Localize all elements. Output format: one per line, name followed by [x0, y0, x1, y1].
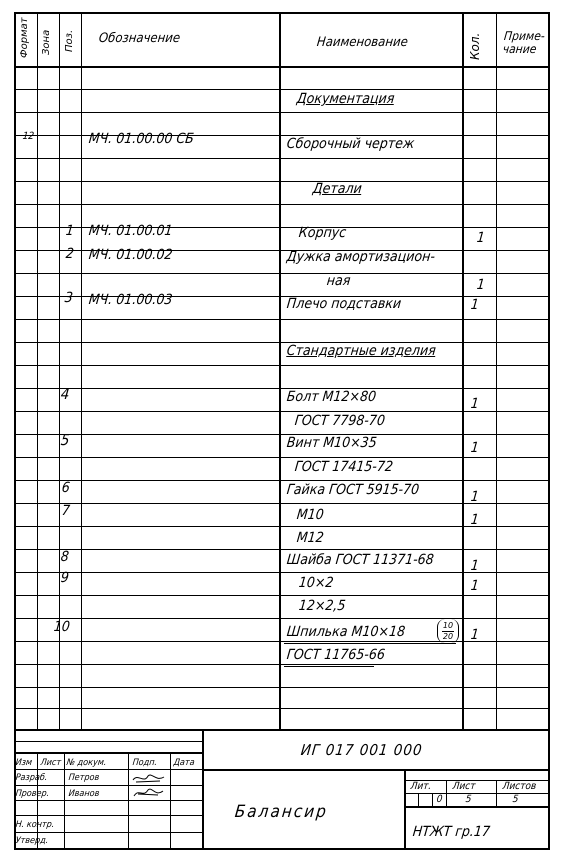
name-9: 10×2 [298, 575, 335, 591]
row-line [14, 549, 550, 550]
sig-row-line [14, 741, 202, 742]
tb-code-bottom-line [202, 769, 550, 771]
assembly-format: 12 [22, 131, 35, 142]
row-line [14, 342, 550, 343]
col-line-format [37, 12, 38, 729]
tb-col-change: Изм [15, 758, 33, 768]
header-name: Наименование [316, 35, 409, 50]
tb-lit-col-line [446, 780, 447, 806]
header-pos: Поз. [64, 29, 75, 52]
name-7: М10 [296, 507, 325, 523]
name-6: Гайка ГОСТ 5915-70 [286, 482, 420, 498]
name-5-line1: Винт М10×35 [286, 435, 378, 451]
pos-10: 10 [53, 619, 71, 635]
tb-lit-row-line [404, 793, 550, 794]
sig-row-line [14, 785, 202, 786]
tb-dev-name: Петров [68, 773, 100, 783]
row-line [14, 664, 550, 665]
tb-col-sign: Подп. [132, 758, 158, 768]
tb-sheet-label: Лист [452, 781, 476, 792]
name-3: Плечо подставки [286, 296, 402, 312]
tb-role-dev: Разраб. [15, 773, 48, 783]
pos-6: 6 [61, 480, 71, 496]
qty-9: 1 [470, 578, 480, 594]
tb-col-docnum: № докум. [66, 758, 107, 768]
pos-5: 5 [59, 431, 72, 449]
pos-8: 8 [60, 549, 70, 565]
qty-2: 1 [476, 277, 486, 293]
designation-1: МЧ. 01.00.01 [88, 223, 174, 239]
sig-row-line [14, 832, 202, 833]
pos-7: 7 [61, 503, 71, 519]
qty-4: 1 [470, 396, 480, 412]
signature-scribble [130, 770, 170, 802]
row-line [14, 365, 550, 366]
fraction-numerator: 10 [442, 621, 454, 630]
name-2-line2: ная [326, 273, 352, 289]
tb-sheet-value: 5 [465, 794, 472, 805]
header-qty: Кол. [468, 32, 482, 60]
row-line [14, 708, 550, 709]
row-line [14, 687, 550, 688]
col-line-designation [279, 12, 281, 729]
row-line [14, 480, 550, 481]
row-line [14, 388, 550, 389]
name-9b: 12×2,5 [298, 598, 347, 614]
name-4-line2: ГОСТ 7798-70 [294, 413, 386, 429]
qty-6: 1 [470, 489, 480, 505]
tb-title: Балансир [233, 802, 329, 822]
name-10-line1: Шпилька М10×18 [286, 624, 406, 640]
name-4-line1: Болт М12×80 [286, 389, 377, 405]
section-details: Детали [312, 181, 363, 197]
designation-3: МЧ. 01.00.03 [88, 292, 174, 308]
qty-7: 1 [470, 512, 480, 528]
underline [284, 643, 456, 644]
section-documentation: Документация [296, 91, 396, 107]
section-standard: Стандартные изделия [286, 343, 437, 359]
pos-2: 2 [65, 246, 75, 262]
tb-doc-code: ИГ 017 001 000 [299, 741, 424, 759]
tb-role-check: Провер. [15, 789, 50, 799]
row-line [14, 434, 550, 435]
pos-9: 9 [60, 570, 70, 586]
row-line [14, 618, 550, 619]
assembly-designation: МЧ. 01.00.00 СБ [88, 131, 195, 147]
tb-lit-sub-line [432, 793, 433, 806]
tb-sheets-label: Листов [502, 781, 537, 792]
name-5-line2: ГОСТ 17415-72 [294, 459, 394, 475]
qty-5: 1 [470, 440, 480, 456]
row-line [14, 319, 550, 320]
sig-row-line [14, 800, 202, 801]
header-zone: Зона [41, 29, 52, 55]
titleblock-top-line [14, 729, 550, 731]
tb-lit-value: 0 [436, 794, 443, 805]
header-bottom-line [14, 66, 550, 68]
col-line-name [462, 12, 464, 729]
frame-top-line [14, 12, 550, 14]
name-10-fraction [437, 619, 459, 643]
frame-right-line [548, 12, 550, 850]
tb-org: НТЖТ гр.17 [412, 824, 491, 840]
tb-lit-bottom-line [404, 806, 550, 808]
qty-8: 1 [470, 558, 480, 574]
qty-1: 1 [476, 230, 486, 246]
tb-sheets-value: 5 [512, 794, 519, 805]
titleblock-divider [202, 729, 204, 849]
designation-2: МЧ. 01.00.02 [88, 247, 174, 263]
frame-left-line [14, 12, 16, 850]
name-10-line2: ГОСТ 11765-66 [286, 647, 386, 663]
assembly-name: Сборочный чертеж [286, 136, 416, 152]
name-1: Корпус [298, 225, 347, 241]
name-2-line1: Дужка амортизацион- [286, 249, 436, 265]
sig-row-line [14, 752, 202, 754]
pos-1: 1 [65, 223, 75, 239]
tb-lit-label: Лит. [410, 781, 432, 792]
header-designation: Обозначение [98, 31, 181, 46]
row-line [14, 158, 550, 159]
header-note: Приме-чание [502, 29, 546, 56]
col-line-pos [81, 12, 82, 729]
tb-role-ncontrol: Н. контр. [15, 820, 55, 830]
qty-10: 1 [470, 627, 480, 643]
col-line-qty [496, 12, 497, 729]
tb-lit-divider [404, 769, 406, 849]
tb-lit-sub-line [418, 793, 419, 806]
name-7b: М12 [296, 530, 325, 546]
frame-bottom-line [14, 848, 550, 850]
fraction-denominator: 20 [442, 632, 454, 641]
qty-3: 1 [470, 297, 480, 313]
tb-role-approve: Утверд. [15, 836, 49, 846]
pos-4: 4 [59, 385, 72, 403]
tb-col-date: Дата [173, 758, 196, 768]
pos-3: 3 [64, 290, 74, 306]
row-line [14, 595, 550, 596]
sig-row-line [14, 769, 202, 770]
row-line [14, 204, 550, 205]
row-line [14, 112, 550, 113]
name-8: Шайба ГОСТ 11371-68 [286, 552, 435, 568]
tb-lit-col-line [496, 780, 497, 806]
header-format: Формат [19, 17, 30, 58]
tb-col-sheet: Лист [40, 758, 62, 768]
row-line [14, 457, 550, 458]
row-line [14, 181, 550, 182]
sig-row-line [14, 815, 202, 816]
underline [284, 666, 374, 667]
tb-check-name: Иванов [68, 789, 100, 799]
row-line [14, 89, 550, 90]
row-line [14, 273, 550, 274]
